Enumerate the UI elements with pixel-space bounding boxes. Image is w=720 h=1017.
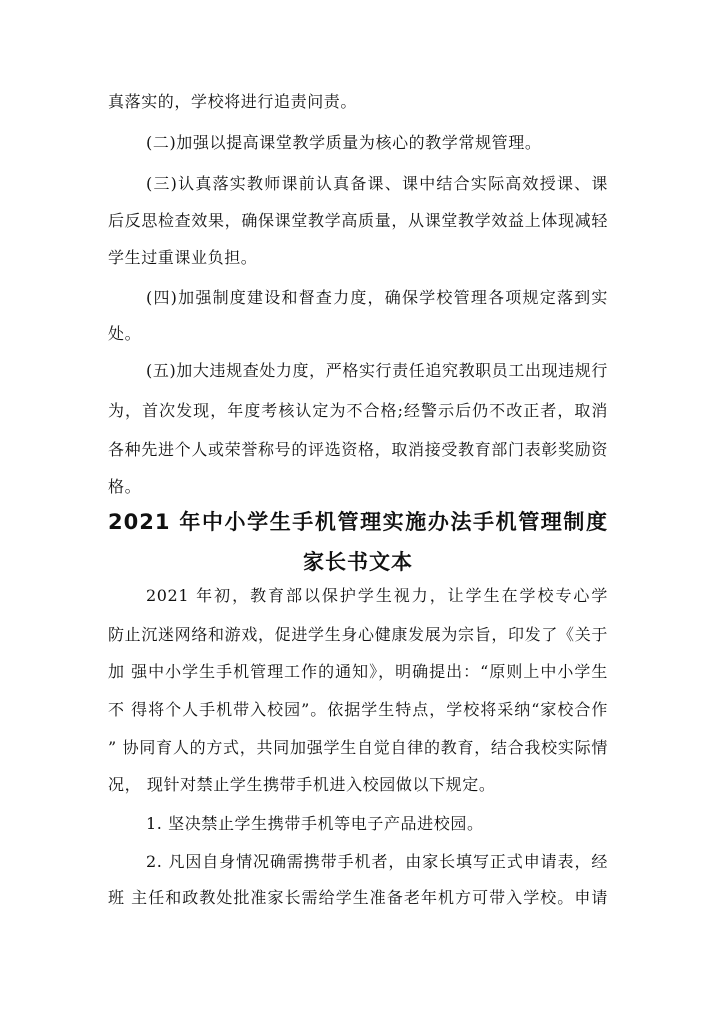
list-item: 1. 坚决禁止学生携带手机等电子产品进校园。 <box>146 814 484 833</box>
paragraph-line: ” 协同育人的方式，共同加强学生自觉自律的教育，结合我校实际情 <box>108 738 608 757</box>
paragraph-line: 况， 现针对禁止学生携带手机进入校园做以下规定。 <box>108 775 496 794</box>
paragraph-line: 处。 <box>108 324 142 343</box>
paragraph-line: 班 主任和政教处批准家长需给学生准备老年机方可带入学校。申请 <box>108 888 608 907</box>
paragraph-line: (二)加强以提高课堂教学质量为核心的教学常规管理。 <box>146 133 542 152</box>
paragraph-line: 2021 年初，教育部以保护学生视力，让学生在学校专心学 <box>146 586 608 605</box>
paragraph-line: (三)认真落实教师课前认真备课、课中结合实际高效授课、课 <box>146 174 608 193</box>
paragraph-line: 加 强中小学生手机管理工作的通知》，明确提出：“原则上中小学生 <box>108 662 608 681</box>
paragraph-line: 格。 <box>108 477 142 496</box>
document-title: 2021 年中小学生手机管理实施办法手机管理制度 <box>108 510 608 534</box>
list-item: 2. 凡因自身情况确需携带手机者，由家长填写正式申请表，经 <box>146 852 608 871</box>
paragraph-line: 为，首次发现，年度考核认定为不合格;经警示后仍不改正者，取消 <box>108 401 608 420</box>
document-title-continued: 家长书文本 <box>303 550 413 574</box>
paragraph-line: 防止沉迷网络和游戏，促进学生身心健康发展为宗旨，印发了《关于 <box>108 625 608 644</box>
paragraph-line: (五)加大违规查处力度，严格实行责任追究教职员工出现违规行 <box>146 361 608 380</box>
paragraph-line: 学生过重课业负担。 <box>108 248 258 267</box>
paragraph-line: 不 得将个人手机带入校园”。依据学生特点，学校将采纳“家校合作 <box>108 700 608 719</box>
paragraph-line: (四)加强制度建设和督查力度，确保学校管理各项规定落到实 <box>146 288 608 307</box>
paragraph-line: 真落实的，学校将进行追责问责。 <box>108 92 358 111</box>
paragraph-line: 各种先进个人或荣誉称号的评选资格，取消接受教育部门表彰奖励资 <box>108 440 608 459</box>
paragraph-line: 后反思检查效果，确保课堂教学高质量，从课堂教学效益上体现减轻 <box>108 211 608 230</box>
